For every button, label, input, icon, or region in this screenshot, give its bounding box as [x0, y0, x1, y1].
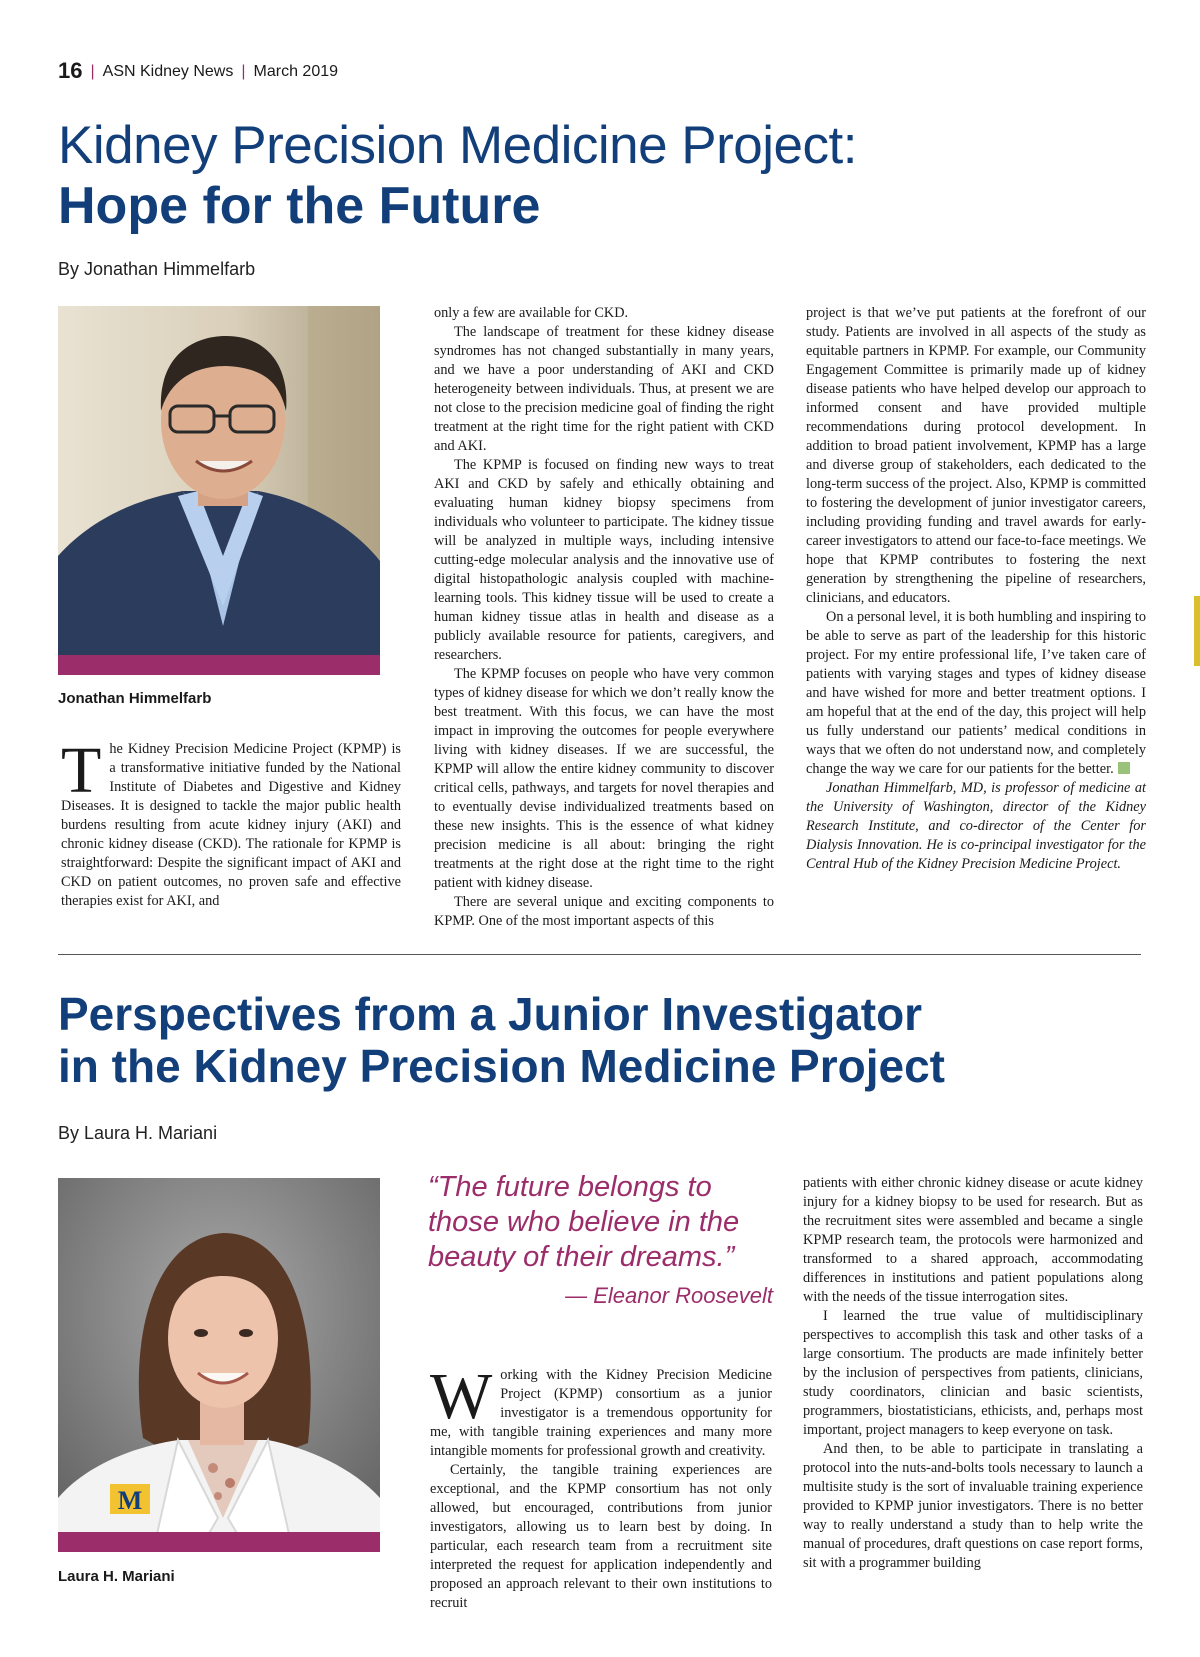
article2-title	[58, 988, 1158, 1092]
article2-paragraph: patients with either chronic kidney disease or acute kidney injury for a kidney biopsy to be used for research. But as the recruitment sites were assembled and became a single KPMP research team, the protocols were harmonized and transformed to a shared approach, accommodating differences in institutions and patient populations along with the needs of the tissue interrogation sites.	[803, 1175, 1143, 1305]
author-bio: Jonathan Himmelfarb, MD, is professor of medicine at the University of Washington, director of the Kidney Research Institute, and co-director of the Center for Dialysis Innovation. He is co-principal investigator for the Central Hub of the Kidney Precision Medicine Project.	[806, 780, 1146, 872]
article2-paragraph: Certainly, the tangible training experiences are exceptional, and the KPMP consortium has not only allowed, but encouraged, contributions from junior investigators, allowing us to learn best by doing. In particular, each research team from a recruitment site interpreted the request for application independently and proposed an approach relevant to their own institutions to recruit	[430, 1462, 772, 1611]
dropcap: T	[61, 734, 102, 807]
running-header: 16 | ASN Kidney News | March 2019	[58, 58, 339, 83]
article-divider	[58, 954, 1141, 955]
article1-title-line2: Hope for the Future	[58, 177, 541, 235]
article2-column-3	[803, 1174, 1143, 1573]
article1-paragraph: There are several unique and exciting components to KPMP. One of the most important aspects of this	[434, 894, 774, 929]
pull-quote	[428, 1170, 773, 1311]
page-edge-tab	[1194, 596, 1200, 666]
article1-paragraph: The landscape of treatment for these kidney disease syndromes has not changed substantially in many years, and we have a poor understanding of AKI and CKD heterogeneity between individuals. Thus, at present we are not close to the precision medicine goal of finding the right treatment at the right time for the right patient with CKD and AKI.	[434, 324, 774, 454]
article2-byline: By Laura H. Mariani	[58, 1123, 218, 1143]
article1-paragraph: The KPMP focuses on people who have very common types of kidney disease for which we don’t really know the best treatment. With this focus, we can have the most impact in improving the outcomes for people everywhere living with kidney diseases. If we are successful, the KPMP will allow the entire kidney community to discover critical cells, pathways, and targets for novel therapies and to eventually devise individualized treatments based on these new insights. This is the essence of what kidney precision medicine is all about: bringing the right treatments at the right dose at the right time to the right patient with kidney disease.	[434, 666, 774, 891]
article2-title-line2: in the Kidney Precision Medicine Project	[58, 1040, 946, 1092]
article2-column-2	[430, 1360, 772, 1613]
author-photo-mariani	[58, 1178, 380, 1552]
article2-paragraph: I learned the true value of multidisciplinary perspectives to accomplish this task and other tasks of a large consortium. The products are made infinitely better by the inclusion of perspectives from patients, clinicians, study coordinators, clinician and basic scientists, programmers, biostatisticians, ethicists, and, perhaps most important, project managers to keep everyone on task.	[803, 1308, 1143, 1438]
article1-column-3	[806, 304, 1146, 874]
article1-paragraph: On a personal level, it is both humbling and inspiring to be able to serve as part of the leadership for this historic project. For my entire professional life, I’ve taken care of patients with varying stages and types of kidney disease and have wished for more and better treatment options. I am hopeful that at the end of the day, this project will help us fully understand our patients’ medical conditions in ways that we often do not understand now, and completely change the way we care for our patients for the better.	[806, 609, 1146, 777]
photo-caption-mariani: Laura H. Mariani	[58, 1568, 175, 1585]
publication-name: ASN Kidney News	[102, 63, 234, 80]
article1-paragraph: The KPMP is focused on finding new ways to treat AKI and CKD by safely and ethically obtaining and evaluating human kidney biopsy specimens from individuals who volunteer to participate. The kidney tissue will be analyzed in multiple ways, including intensive cutting-edge molecular analysis and the innovative use of digital histopathologic analysis coupled with machine-learning tools. This kidney tissue will be used to create a human kidney tissue atlas in health and disease as a publicly available resource for patients, caregivers, and researchers.	[434, 457, 774, 663]
article2-paragraph: And then, to be able to participate in translating a protocol into the nuts-and-bolts tools necessary to launch a multisite study is the sort of invaluable training experience provided to KPMP junior investigators. There is no better way to really understand a study than to help write the manual of procedures, draft questions on case report forms, sit with a programmer building	[803, 1441, 1143, 1571]
dropcap: W	[430, 1360, 493, 1433]
article1-column-2	[434, 304, 774, 931]
article1-paragraph: only a few are available for CKD.	[434, 305, 629, 321]
article1-column-1	[61, 734, 401, 911]
page-number: 16	[58, 58, 83, 83]
article2-paragraph: Working with the Kidney Precision Medicine Project (KPMP) consortium as a junior investigator is a tremendous opportunity for me, with tangible training experiences and many more intangible moments for professional growth and creativity.	[430, 1360, 772, 1459]
article1-title	[58, 116, 1138, 236]
article1-paragraph: The Kidney Precision Medicine Project (KPMP) is a transformative initiative funded by the National Institute of Diabetes and Digestive and Kidney Diseases. It is designed to tackle the major public health burdens resulting from acute kidney injury (AKI) and chronic kidney disease (CKD). The rationale for KPMP is straightforward: Despite the significant impact of AKI and CKD on patient outcomes, no proven safe and effective therapies exist for AKI, and	[61, 734, 401, 909]
university-logo: M	[117, 1486, 143, 1515]
photo-caption-himmelfarb: Jonathan Himmelfarb	[58, 690, 212, 707]
author-photo-himmelfarb	[58, 306, 380, 675]
article2-title-line1: Perspectives from a Junior Investigator	[58, 988, 923, 1040]
article1-byline: By Jonathan Himmelfarb	[58, 259, 256, 279]
article1-title-line1: Kidney Precision Medicine Project:	[58, 116, 857, 175]
pull-quote-attribution: — Eleanor Roosevelt	[565, 1283, 773, 1308]
article1-paragraph: project is that we’ve put patients at the forefront of our study. Patients are involved in all aspects of the study as equitable partners in KPMP. For example, our Community Engagement Committee is primarily made up of kidney disease patients who have helped develop our approach to informed consent and have provided multiple recommendations during protocol development. In addition to broad patient involvement, KPMP has a large and diverse group of stakeholders, each dedicated to the long-term success of the project. Also, KPMP is committed to fostering the development of junior investigator careers, including providing funding and travel awards for early-career investigators to attend our face-to-face meetings. We hope that KPMP contributes to fostering the next generation by strengthening the pipeline of researchers, clinicians, and educators.	[806, 305, 1146, 606]
pull-quote-text: “The future belongs to those who believe in the beauty of their dreams.”	[428, 1171, 740, 1273]
end-of-article-mark	[1118, 762, 1130, 774]
issue-date: March 2019	[253, 63, 339, 80]
